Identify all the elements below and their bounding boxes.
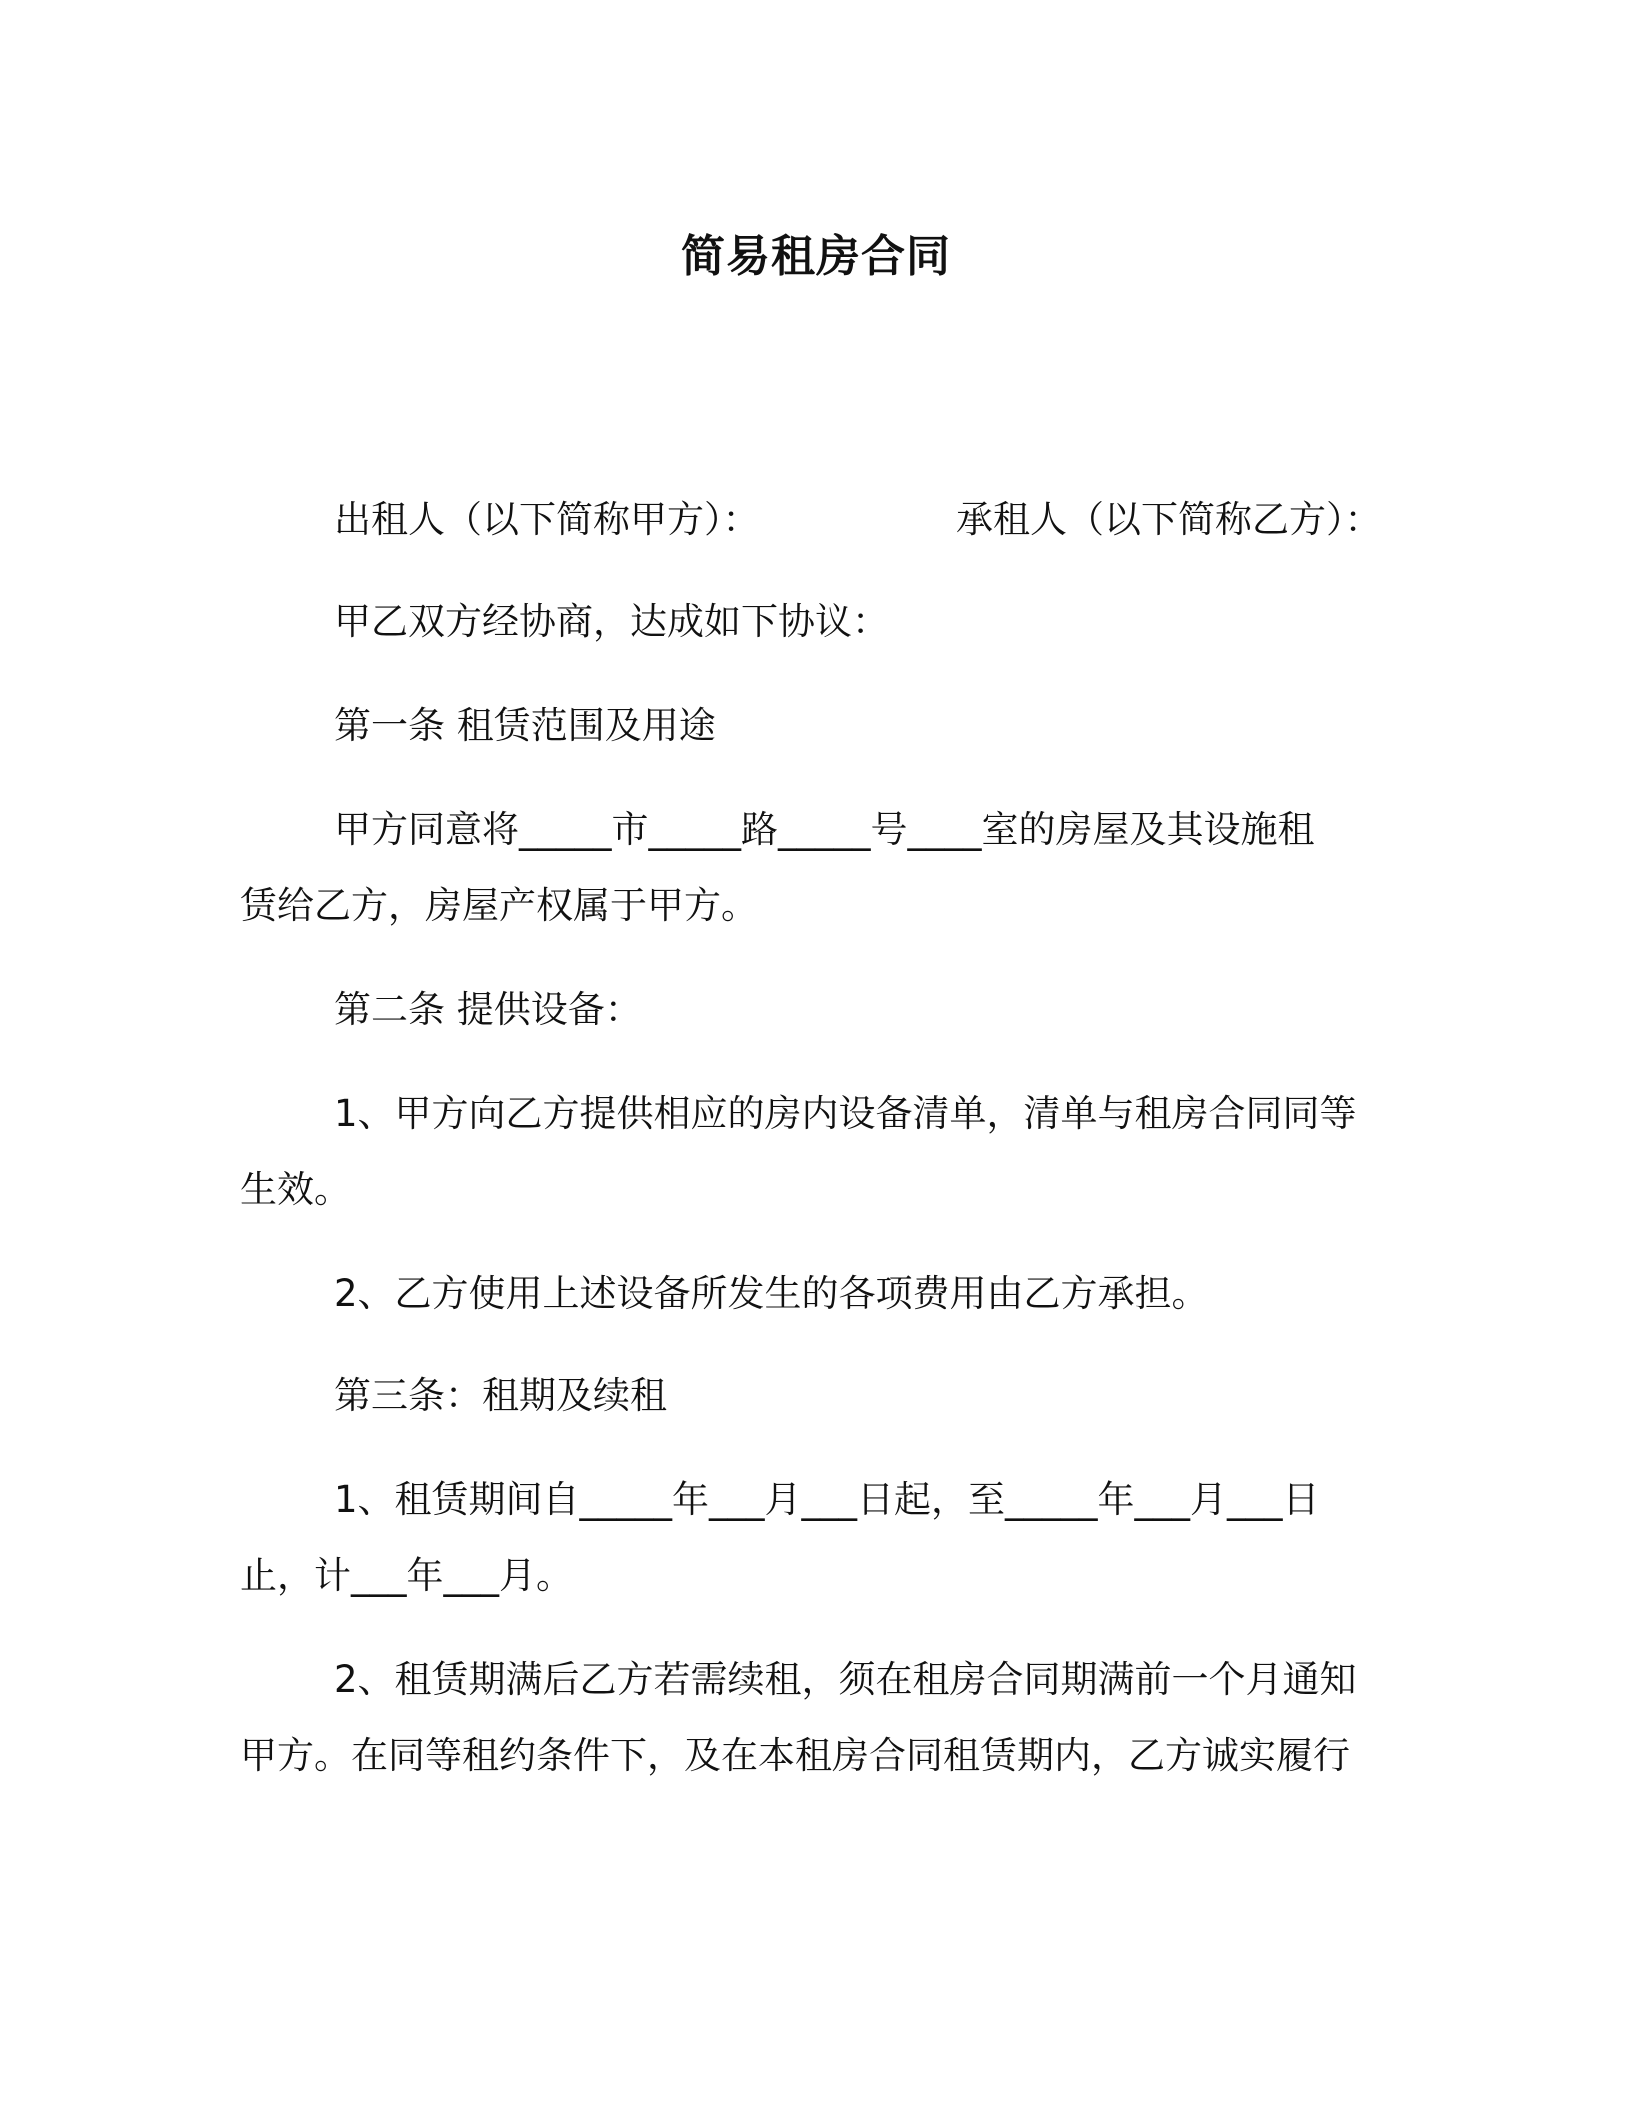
article2-heading: 第二条 提供设备： <box>334 988 642 1031</box>
article3-heading: 第三条：租期及续租 <box>334 1374 667 1417</box>
article2-item1-line2: 生效。 <box>240 1168 351 1211</box>
article3-item2-line1: 2、租赁期满后乙方若需续租，须在租房合同期满前一个月通知 <box>334 1658 1357 1701</box>
article1-heading: 第一条 租赁范围及用途 <box>334 704 716 747</box>
intro-text: 甲乙双方经协商，达成如下协议： <box>334 600 889 643</box>
article1-line2: 赁给乙方，房屋产权属于甲方。 <box>240 884 758 927</box>
article2-item1-line1: 1、甲方向乙方提供相应的房内设备清单，清单与租房合同同等 <box>334 1092 1357 1135</box>
article1-line1: 甲方同意将_____市_____路_____号____室的房屋及其设施租 <box>334 808 1315 851</box>
article2-item2: 2、乙方使用上述设备所发生的各项费用由乙方承担。 <box>334 1272 1209 1315</box>
article3-item1-line2: 止，计___年___月。 <box>240 1554 573 1597</box>
lessee-label: 承租人（以下简称乙方）： <box>956 498 1382 541</box>
article3-item2-line2: 甲方。在同等租约条件下，及在本租房合同租赁期内，乙方诚实履行 <box>240 1734 1350 1777</box>
article3-item1-line1: 1、租赁期间自_____年___月___日起，至_____年___月___日 <box>334 1478 1320 1521</box>
lessor-label: 出租人（以下简称甲方）： <box>334 498 760 541</box>
document-title: 简易租房合同 <box>681 231 951 282</box>
